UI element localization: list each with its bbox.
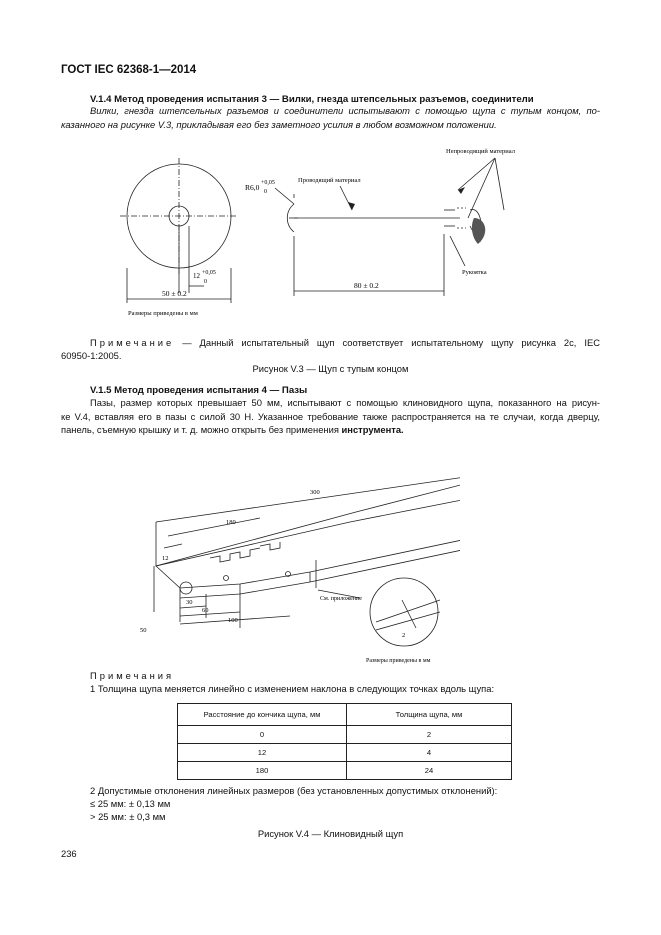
table-cell: 24 xyxy=(347,762,512,780)
dim-300: 300 xyxy=(310,489,320,496)
table-cell: 4 xyxy=(347,744,512,762)
fig-v3-80-label: 80 ± 0.2 xyxy=(354,281,379,290)
dim-60: 60 xyxy=(202,607,209,614)
figure-v3-note-line1 xyxy=(90,336,600,350)
dim-30: 30 xyxy=(186,599,193,606)
table-cell: 12 xyxy=(178,744,347,762)
fig-v3-12-tol-plus: +0,05 xyxy=(202,270,216,276)
dim-50: 50 xyxy=(140,627,147,634)
fig-v3-handle-label: Рукоятка xyxy=(462,269,487,276)
table-cell: 180 xyxy=(178,762,347,780)
fig-v3-12-label: 12 xyxy=(193,272,200,280)
fig-v3-r6-label: R6,0 xyxy=(245,183,260,192)
table-row xyxy=(178,744,512,762)
figure-v3-note-line2: 60950-1:2005. xyxy=(61,350,122,361)
fig-v3-12-tol-zero: 0 xyxy=(204,279,207,285)
table-header-cell: Толщина щупа, мм xyxy=(347,704,512,726)
detail-2: 2 xyxy=(402,632,406,639)
thickness-table xyxy=(177,703,512,780)
dim-180: 180 xyxy=(226,519,236,526)
section-v14-heading: V.1.4 Метод проведения испытания 3 — Вилки, гнезда штепсельных разъемов, соединители xyxy=(90,94,534,105)
table-row xyxy=(178,762,512,780)
figure-v3-caption: Рисунок V.3 — Щуп с тупым концом xyxy=(252,363,409,374)
figure-v4-drawing xyxy=(140,462,460,668)
fig-v3-50-label: 50 ± 0.2 xyxy=(162,289,187,298)
page-number: 236 xyxy=(61,848,77,859)
table-header-cell: Расстояние до кончика щупа, мм xyxy=(178,704,347,726)
table-cell: 2 xyxy=(347,726,512,744)
figure-v3-drawing xyxy=(100,138,560,328)
thickness-table-header-row xyxy=(178,704,512,726)
fig-v3-r6-tol-plus: +0,05 xyxy=(261,180,275,186)
tolerance-line-2: > 25 мм: ± 0,3 мм xyxy=(90,811,166,822)
section-v15-para-line3 xyxy=(61,423,404,437)
section-v15-para-line2: ке V.4, вставляя его в пазы с силой 30 Н. Указанное требование также распространяется на те случаи, когда дверцу, xyxy=(61,411,600,422)
fig-v3-nonconductive-label: Непроводящий материал xyxy=(446,148,515,155)
fig-v3-units-label: Размеры приведены в мм xyxy=(128,310,198,317)
see-appendix-label: См. приложение xyxy=(320,596,362,602)
fig-v3-r6-tol-zero: 0 xyxy=(264,189,267,195)
section-v14-para-line1: Вилки, гнезда штепсельных разъемов и соединители испытывают с помощью щупа с тупым концом, по- xyxy=(90,105,600,116)
dim-100: 100 xyxy=(228,617,238,624)
fig-v3-conductive-label: Проводящий материал xyxy=(298,177,361,184)
table-row xyxy=(178,726,512,744)
note-word: Примечание xyxy=(90,337,175,348)
tolerance-line-1: ≤ 25 мм: ± 0,13 мм xyxy=(90,798,171,809)
note-text: — Данный испытательный щуп соответствует испытательному щупу рисунка 2c, IEC xyxy=(174,337,600,348)
figure-v4-notes-heading: Примечания xyxy=(90,670,175,681)
fig-v4-units-label: Размеры приведены в мм xyxy=(366,658,431,664)
figure-v4-note1: 1 Толщина щупа меняется линейно с изменением наклона в следующих точках вдоль щупа: xyxy=(90,683,495,694)
table-cell: 0 xyxy=(178,726,347,744)
section-v15-heading: V.1.5 Метод проведения испытания 4 — Пазы xyxy=(90,385,308,396)
section-v15-para-line1: Пазы, размер которых превышает 50 мм, испытывают с помощью клиновидного щупа, показанного на рисун- xyxy=(90,397,600,408)
figure-v4-note2: 2 Допустимые отклонения линейных размеров (без установленных допустимых отклонений): xyxy=(90,785,498,796)
dim-12: 12 xyxy=(162,555,169,562)
para-line3-bold: инструмента. xyxy=(341,424,404,435)
document-header: ГОСТ IEC 62368-1—2014 xyxy=(61,64,197,76)
section-v14-para-line2: казанного на рисунке V.3, прикладывая его без заметного усилия в любом возможном положении. xyxy=(61,119,497,130)
para-line3-text: панель, съемную крышку и т. д. можно открыть без применения xyxy=(61,424,342,435)
figure-v4-caption: Рисунок V.4 — Клиновидный щуп xyxy=(257,828,404,839)
